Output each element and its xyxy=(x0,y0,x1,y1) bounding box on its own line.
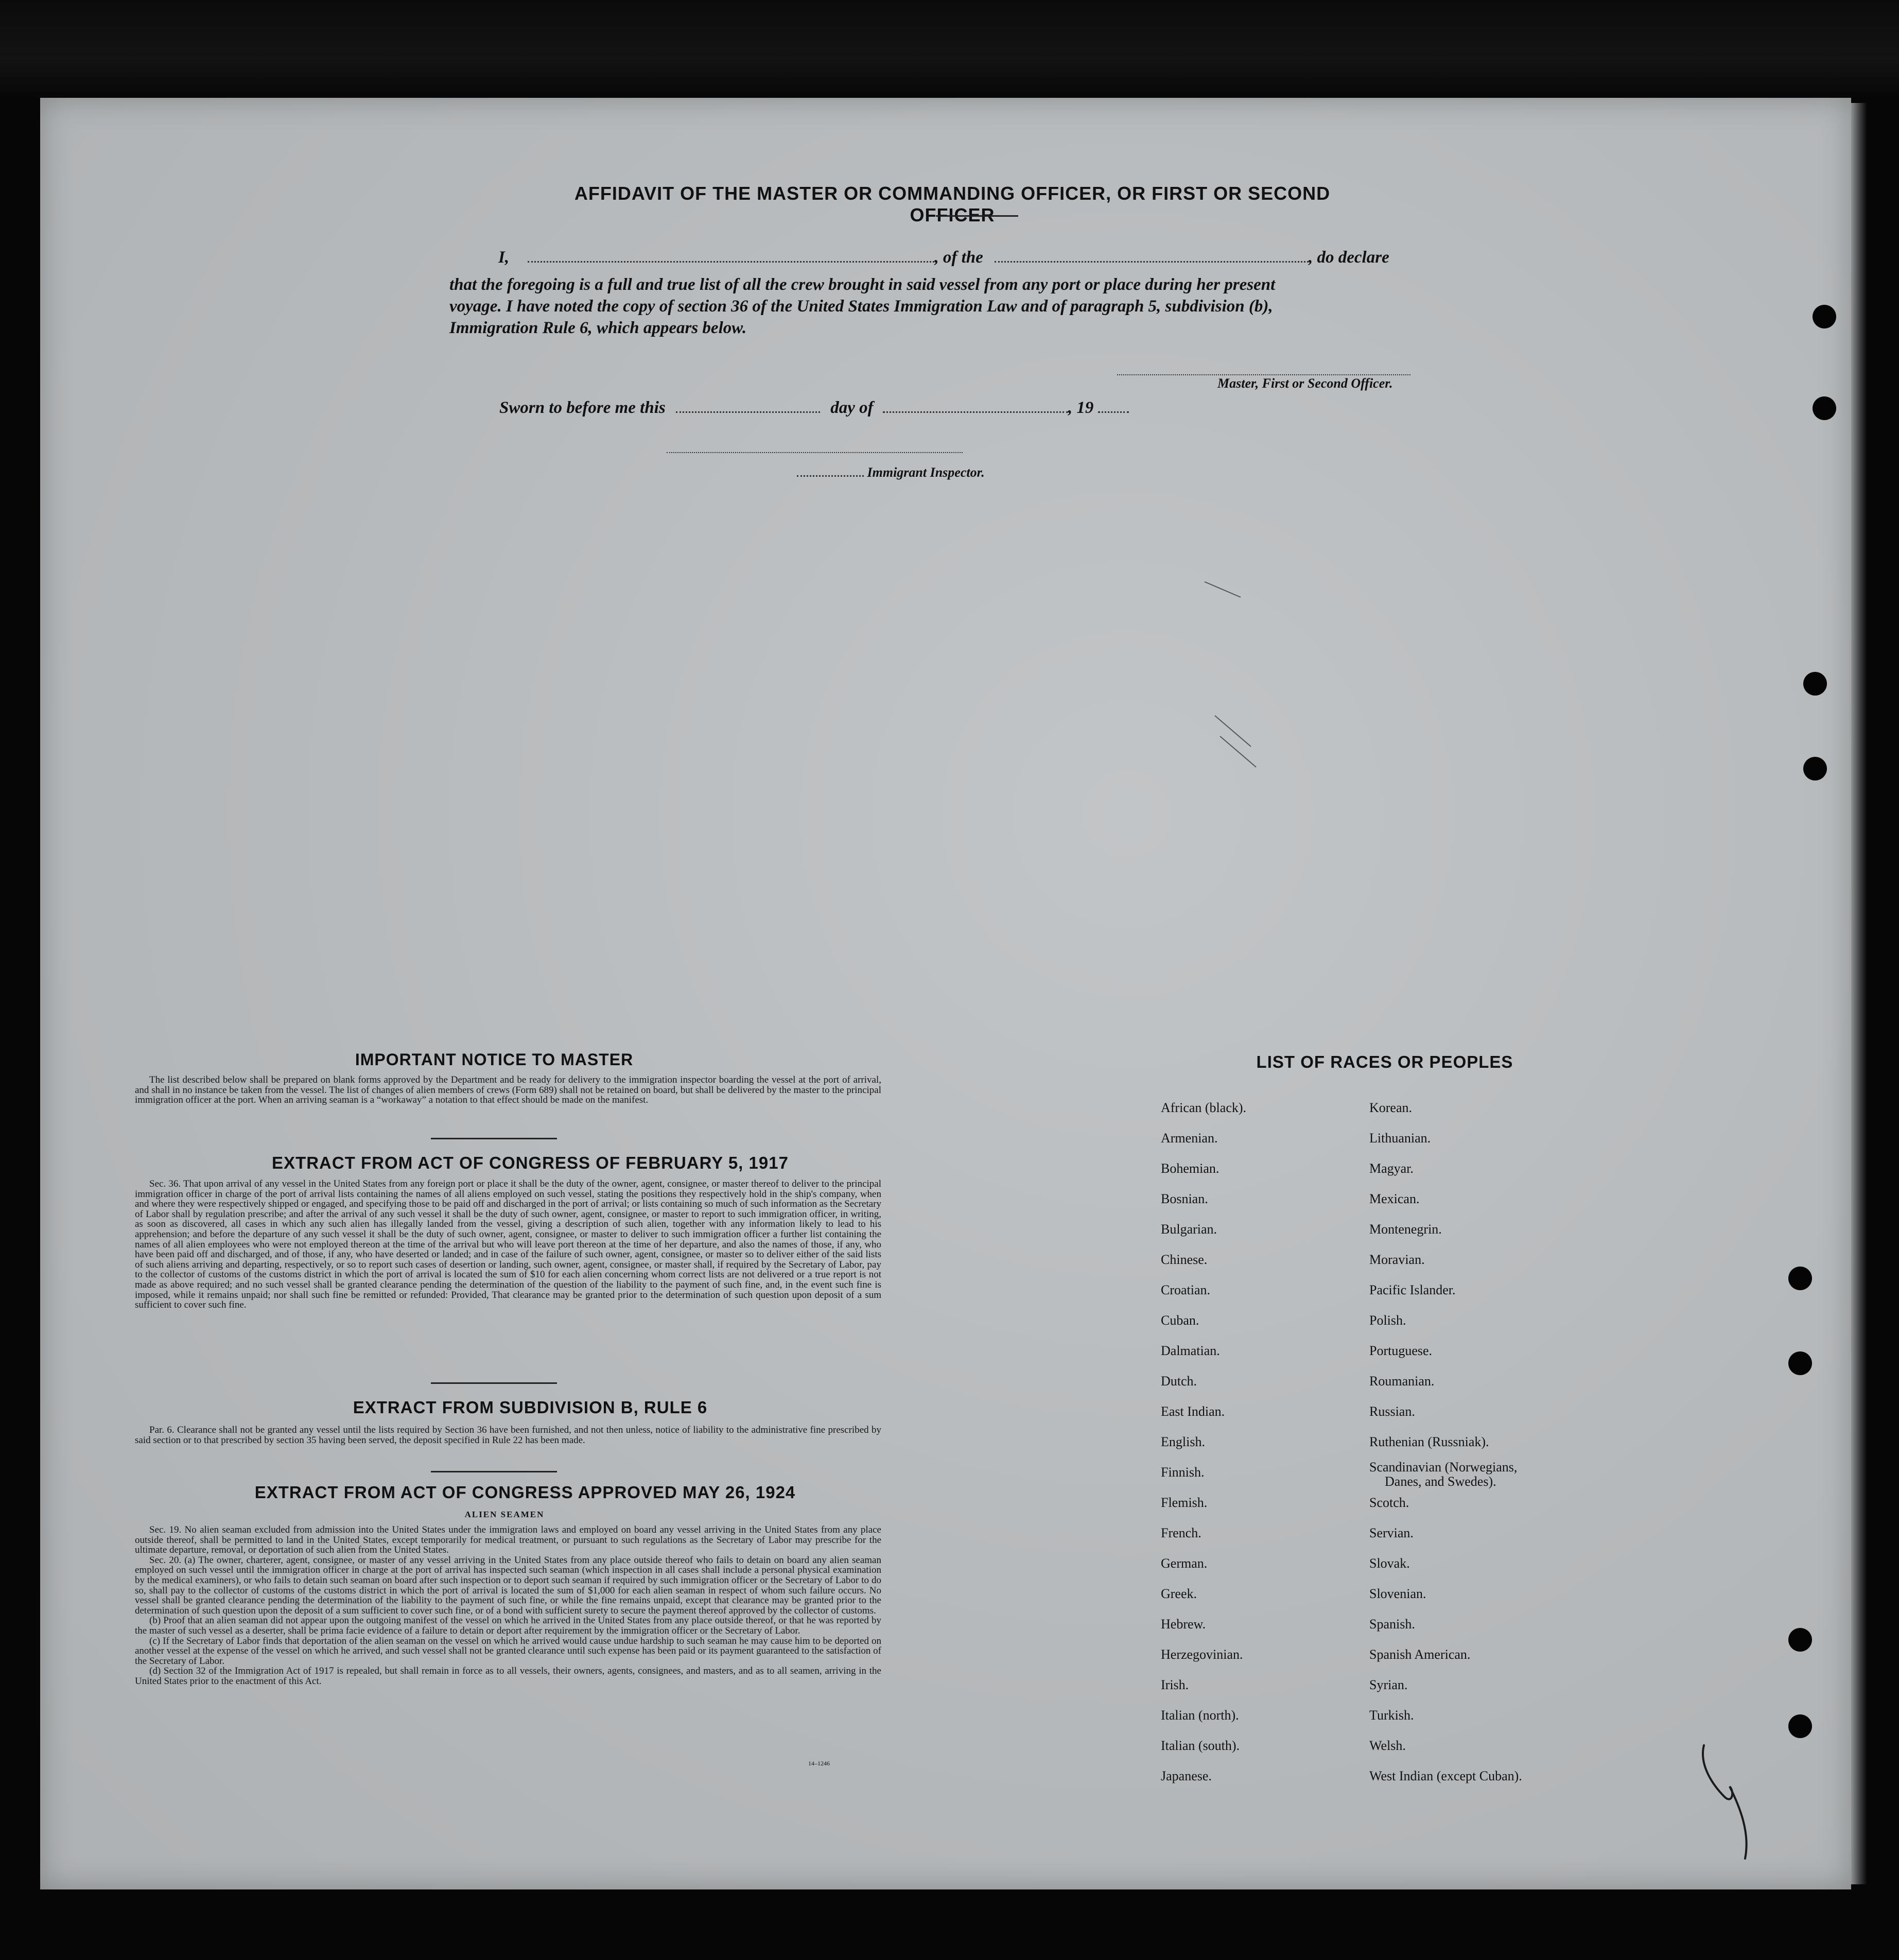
sec-20d-paragraph: (d) Section 32 of the Immigration Act of 1917 is repealed, but shall remain in force as to all vessels, their owners, agents, consignees, and masters, and as to all seamen, arriving in the United States prior to the enactment of this Act. xyxy=(135,1666,881,1687)
inspector-signature-field[interactable] xyxy=(667,452,963,453)
race-item: Bulgarian. xyxy=(1161,1222,1217,1237)
race-item: Korean. xyxy=(1369,1100,1413,1115)
section-rule xyxy=(431,1471,557,1472)
race-item: East Indian. xyxy=(1161,1404,1225,1419)
race-item: Ruthenian (Russniak). xyxy=(1369,1434,1489,1449)
section-rule xyxy=(431,1138,557,1139)
race-item: Mexican. xyxy=(1369,1191,1420,1206)
race-item: Welsh. xyxy=(1369,1738,1406,1753)
race-item: Hebrew. xyxy=(1161,1617,1206,1632)
race-item: Lithuanian. xyxy=(1369,1131,1431,1146)
race-item: Bohemian. xyxy=(1161,1161,1219,1176)
affidavit-line-3: voyage. I have noted the copy of section 36 of the United States Immigration Law and of paragraph 5, subdivision (b), xyxy=(449,297,1273,316)
officer-name-field[interactable] xyxy=(528,250,934,263)
alien-seamen-subtitle: ALIEN SEAMEN xyxy=(464,1510,545,1519)
inspector-line xyxy=(797,465,985,480)
race-item: Turkish. xyxy=(1369,1708,1414,1723)
race-item: English. xyxy=(1161,1434,1205,1449)
race-item: Pacific Islander. xyxy=(1369,1282,1456,1297)
day-of-label: day of xyxy=(830,398,874,417)
sworn-year-field[interactable] xyxy=(1098,400,1129,413)
race-item: Spanish. xyxy=(1369,1617,1415,1632)
race-item: Roumanian. xyxy=(1369,1374,1435,1389)
race-item: Spanish American. xyxy=(1369,1647,1471,1662)
punch-hole xyxy=(1788,1714,1812,1738)
vessel-name-field[interactable] xyxy=(995,250,1309,263)
page-edge xyxy=(1851,103,1867,1884)
race-item: African (black). xyxy=(1161,1100,1247,1115)
punch-hole xyxy=(1803,672,1827,696)
affidavit-line-1 xyxy=(498,246,1456,269)
rule-6-paragraph: Par. 6. Clearance shall not be granted any vessel until the lists required by Section 36 have been furnished, and not then unless, notice of liability to the administrative fine prescribed by said section or to that prescribed by section 35 having been served, the deposit specified in Rule 22 has been made. xyxy=(135,1425,881,1446)
race-item: Scotch. xyxy=(1369,1495,1409,1510)
race-item: Flemish. xyxy=(1161,1495,1208,1510)
master-signature-label: Master, First or Second Officer. xyxy=(1217,376,1393,391)
race-item: Russian. xyxy=(1369,1404,1415,1419)
inspector-name-field[interactable] xyxy=(797,468,864,477)
race-item: Irish. xyxy=(1161,1677,1189,1692)
race-item: Chinese. xyxy=(1161,1252,1208,1267)
race-item: Finnish. xyxy=(1161,1465,1205,1480)
race-item: Dalmatian. xyxy=(1161,1343,1220,1358)
race-item: West Indian (except Cuban). xyxy=(1369,1768,1522,1783)
rule-6-title: EXTRACT FROM SUBDIVISION B, RULE 6 xyxy=(353,1398,708,1417)
race-item: German. xyxy=(1161,1556,1208,1571)
notice-title: IMPORTANT NOTICE TO MASTER xyxy=(355,1050,634,1069)
race-item: Bosnian. xyxy=(1161,1191,1208,1206)
notice-text xyxy=(135,1075,881,1105)
race-item: Slovenian. xyxy=(1369,1586,1426,1601)
punch-hole xyxy=(1803,757,1827,780)
race-item: Herzegovinian. xyxy=(1161,1647,1243,1662)
race-item: Syrian. xyxy=(1369,1677,1408,1692)
notice-paragraph: The list described below shall be prepared on blank forms approved by the Department and be ready for delivery to the immigration inspector boarding the vessel at the port of arrival, and shall in no instance be taken from the vessel. The list of changes of alien members of crews (Form 689) shall not be retained on board, but shall be delivered by the master to the principal immigration officer at the port. When an arriving seaman is a “workaway” a notation to that effect should be made on the manifest. xyxy=(135,1074,881,1106)
extract-1924-text xyxy=(135,1525,881,1687)
master-signature-field[interactable] xyxy=(1117,374,1410,375)
race-item: Dutch. xyxy=(1161,1374,1197,1389)
sec-20a-paragraph: Sec. 20. (a) The owner, charterer, agent, consignee, or master of any vessel arriving in the United States from any place outside thereof who fails to detain on board any alien seaman employed on such vessel until the immigration officer in charge at the port of arrival has inspected such seaman (which inspection in all cases shall include a personal physical examination by the medical examiners), or who fails to detain such seaman on board after such inspection or to deport such seaman if required by such immigration officer or the Secretary of Labor to do so, shall pay to the collector of customs of the customs district in which the port of arrival is located the sum of $1,000 for each alien seaman in respect of whom such failure occurs. No vessel shall be granted clearance pending the determination of the liability to the payment of such fine, or while the fine remains unpaid, except that clearance may be granted prior to the determination of such question upon the deposit of a sum sufficient to cover such fine, or of a bond with sufficient surety to secure the payment thereof approved by the collector of customs. xyxy=(135,1554,881,1616)
scan-border-top xyxy=(0,0,1899,98)
section-36-paragraph: Sec. 36. That upon arrival of any vessel in the United States from any foreign port or place it shall be the duty of the owner, agent, consignee, or master thereof to deliver to the principal immigration officer in charge of the port of arrival lists containing the names of all aliens employed on such vessel, stating the positions they respectively hold in the ship's company, when and where they were respectively shipped or engaged, and specifying those to be paid off and discharged in the port of arrival; or lists containing so much of such information as the Secretary of Labor shall by regulation prescribe; and after the arrival of any such vessel it shall be the duty of such owner, agent, consignee, or master to report to such immigration officer, in writing, as soon as discovered, all cases in which any such alien has illegally landed from the vessel, giving a description of such alien, together with any information likely to lead to his apprehension; and before the departure of any such vessel it shall be the duty of such owner, agent, consignee, or master to deliver to such immigration officer a further list containing the names of all alien employees who were not employed thereon at the time of the arrival but who will leave port thereon at the time of her departure, and also the names of those, if any, who have been paid off and discharged, and of those, if any, who have deserted or landed; and in case of the failure of such owner, agent, consignee, or master so to deliver either of the said lists of such aliens arriving and departing, respectively, or so to report such cases of desertion or landing, such owner, agent, consignee, or master shall, if required by the Secretary of Labor, pay to the collector of customs of the customs district in which the port of arrival is located the sum of $10 for each alien concerning whom correct lists are not delivered or a true report is not made as above required; and no such vessel shall be granted clearance pending the determination of the question of the liability to the payment of such fine, and, in the event such fine is imposed, while it remains unpaid; nor shall such fine be remitted or refunded: Provided, That clearance may be granted prior to the determination of such question upon deposit of a sum sufficient to cover such fine. xyxy=(135,1178,881,1311)
i-label: I, xyxy=(498,248,510,267)
of-the-label: , of the xyxy=(934,248,983,267)
affidavit-title: AFFIDAVIT OF THE MASTER OR COMMANDING OFFICER, OR FIRST OR SECOND OFFICER xyxy=(574,183,1331,226)
race-item: Slovak. xyxy=(1369,1556,1410,1571)
punch-hole xyxy=(1788,1351,1812,1375)
handwritten-mark xyxy=(1694,1730,1766,1869)
punch-hole xyxy=(1813,396,1836,420)
race-item: Italian (north). xyxy=(1161,1708,1239,1723)
rule-6-text xyxy=(135,1425,881,1445)
race-item: Croatian. xyxy=(1161,1282,1211,1297)
punch-hole xyxy=(1788,1267,1812,1290)
race-item: Greek. xyxy=(1161,1586,1197,1601)
form-number: 14–1246 xyxy=(808,1760,830,1767)
race-item: Scandinavian (Norwegians, xyxy=(1369,1460,1518,1475)
inspector-label: Immigrant Inspector. xyxy=(867,465,985,480)
extract-1917-text xyxy=(135,1179,881,1310)
races-title: LIST OF RACES OR PEOPLES xyxy=(1256,1052,1513,1071)
race-item: Italian (south). xyxy=(1161,1738,1240,1753)
stray-mark xyxy=(1199,577,1271,772)
race-item: Moravian. xyxy=(1369,1252,1425,1267)
sec-20c-paragraph: (c) If the Secretary of Labor finds that deportation of the alien seaman on the vessel on which he arrived would cause undue hardship to such seaman he may cause him to be deported on another vessel at the expense of the vessel on which he arrived, and such vessel shall not be granted clearance until such expense has been paid or its payment guaranteed to the satisfaction of the Secretary of Labor. xyxy=(135,1635,881,1667)
race-item: Servian. xyxy=(1369,1525,1414,1540)
affidavit-line-4: Immigration Rule 6, which appears below. xyxy=(449,319,747,337)
race-item: Armenian. xyxy=(1161,1131,1218,1146)
sworn-line xyxy=(499,396,1169,419)
sworn-day-field[interactable] xyxy=(676,400,820,413)
sec-19-paragraph: Sec. 19. No alien seaman excluded from admission into the United States under the immigration laws and employed on board any vessel arriving in the United States from any place outside thereof, shall be permitted to land in the United States, except temporarily for medical treatment, or pursuant to such regulations as the Secretary of Labor may prescribe for the ultimate departure, removal, or deportation of such alien from the United States. xyxy=(135,1524,881,1556)
affidavit-line-2: that the foregoing is a full and true list of all the crew brought in said vessel from any port or place during her present xyxy=(449,275,1276,294)
extract-1917-title: EXTRACT FROM ACT OF CONGRESS OF FEBRUARY 5, 1917 xyxy=(272,1153,789,1172)
race-item: Magyar. xyxy=(1369,1161,1414,1176)
year-label: , 19 xyxy=(1068,398,1094,417)
punch-hole xyxy=(1813,305,1836,328)
race-item: French. xyxy=(1161,1525,1201,1540)
race-item: Cuban. xyxy=(1161,1313,1199,1328)
sec-20b-paragraph: (b) Proof that an alien seaman did not appear upon the outgoing manifest of the vessel on which he arrived in the United States from any place outside thereof, or that he was reported by the master of such vessel as a deserter, shall be prima facie evidence of a failure to detain or deport after requirement by the immigration officer or the Secretary of Labor. xyxy=(135,1615,881,1636)
sworn-label: Sworn to before me this xyxy=(499,398,666,417)
punch-hole xyxy=(1788,1628,1812,1652)
race-item: Japanese. xyxy=(1161,1768,1212,1783)
title-rule xyxy=(936,215,1018,217)
race-item-continuation: Danes, and Swedes). xyxy=(1385,1474,1496,1489)
sworn-month-field[interactable] xyxy=(883,400,1068,413)
declare-label: , do declare xyxy=(1309,248,1389,267)
extract-1924-title: EXTRACT FROM ACT OF CONGRESS APPROVED MAY 26, 1924 xyxy=(254,1483,796,1502)
race-item: Polish. xyxy=(1369,1313,1406,1328)
section-rule xyxy=(431,1382,557,1384)
race-item: Montenegrin. xyxy=(1369,1222,1442,1237)
race-item: Portuguese. xyxy=(1369,1343,1433,1358)
